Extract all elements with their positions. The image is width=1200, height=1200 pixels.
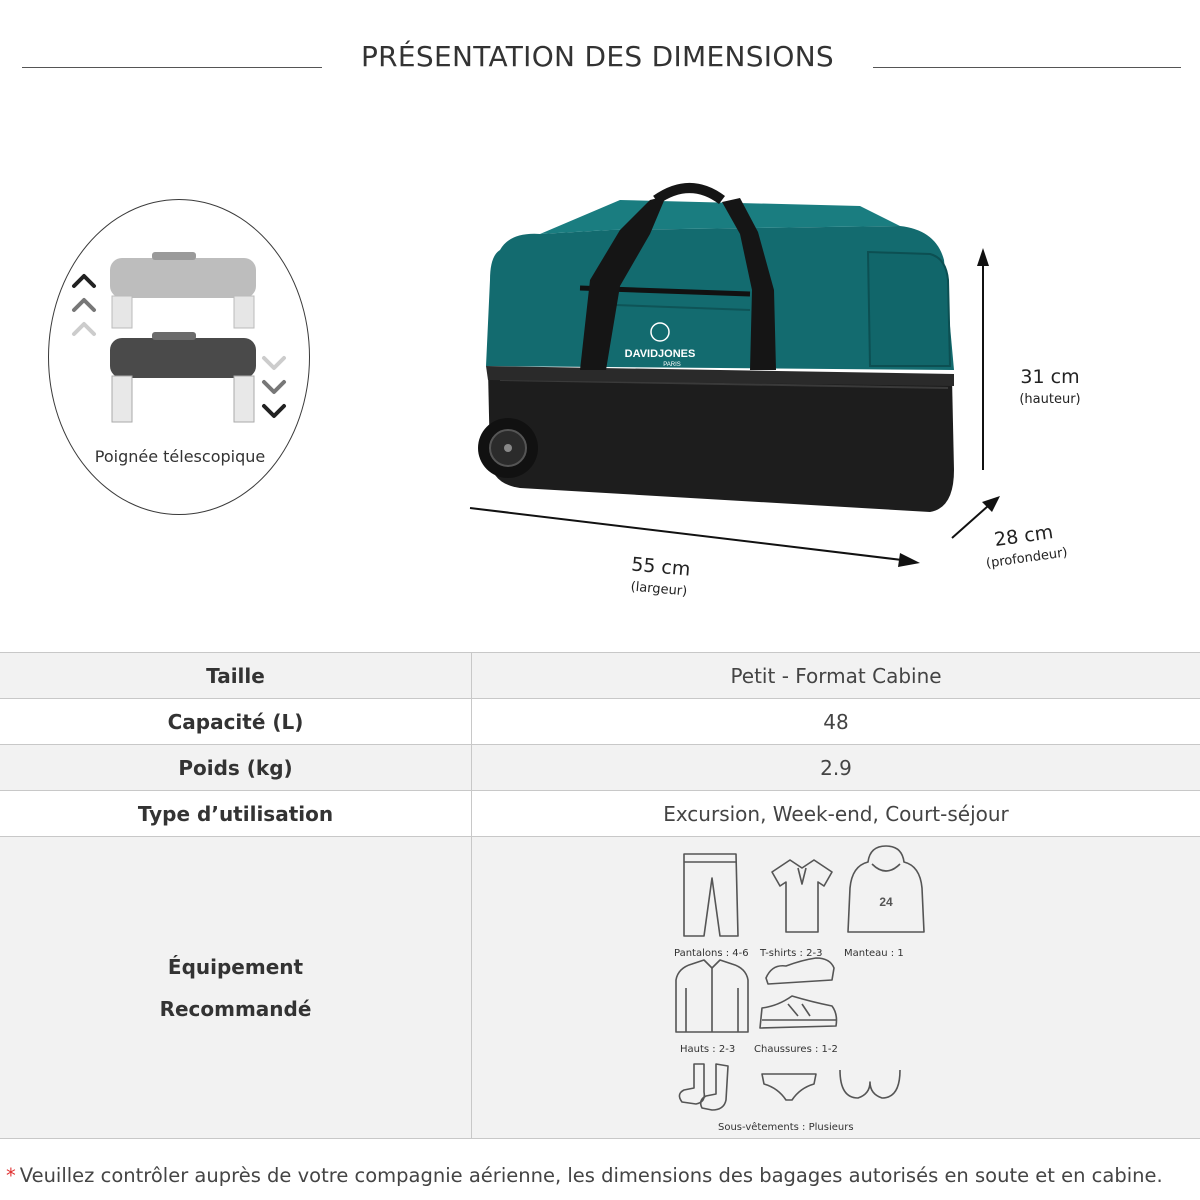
shoes-label: Chaussures : 1-2 [754, 1043, 838, 1055]
equipment-grid [472, 838, 1200, 1138]
spec-key: Taille [0, 653, 472, 699]
spec-row-weight [0, 745, 1200, 791]
dress-shoe-icon [766, 958, 834, 984]
width-value: 55 cm [630, 553, 692, 581]
equipment-key [0, 837, 472, 1139]
svg-text:DAVIDJONES: DAVIDJONES [624, 348, 696, 360]
underwear-label: Sous-vêtements : Plusieurs [718, 1121, 854, 1133]
spec-value: Petit - Format Cabine [472, 653, 1200, 699]
spec-table [0, 652, 1200, 1139]
spec-row-capacity [0, 699, 1200, 745]
spec-key: Type d’utilisation [0, 791, 472, 837]
equipment-key-line2: Recommandé [159, 996, 312, 1021]
width-label: (largeur) [629, 579, 688, 600]
hoodie-icon [848, 846, 924, 932]
spec-key: Poids (kg) [0, 745, 472, 791]
sneaker-icon [760, 996, 837, 1028]
pants-label: Pantalons : 4-6 [674, 947, 749, 959]
equipment-key-line1: Équipement [167, 954, 304, 979]
height-value: 31 cm [1020, 366, 1080, 388]
depth-value: 28 cm [992, 521, 1055, 552]
spec-row-size [0, 653, 1200, 699]
spec-row-usage [0, 791, 1200, 837]
briefs-icon [762, 1074, 816, 1100]
equipment-value [472, 837, 1200, 1139]
height-dimension [1005, 366, 1095, 407]
spec-row-equipment [0, 837, 1200, 1139]
handle-caption: Poignée télescopique [94, 447, 266, 466]
svg-text:24: 24 [879, 894, 893, 909]
tshirts-label: T-shirts : 2-3 [760, 947, 823, 959]
tops-label: Hauts : 2-3 [680, 1043, 736, 1055]
height-label: (hauteur) [1019, 392, 1081, 407]
tshirt-icon [772, 860, 832, 932]
footnote [6, 1164, 1200, 1187]
spec-value: 2.9 [472, 745, 1200, 791]
shirt-icon [676, 960, 748, 1032]
spec-value: Excursion, Week-end, Court-séjour [472, 791, 1200, 837]
width-dimension [608, 552, 711, 602]
svg-text:PARIS: PARIS [663, 362, 681, 368]
bra-icon [840, 1070, 900, 1098]
page-title: PRÉSENTATION DES DIMENSIONS [360, 40, 835, 73]
spec-value: 48 [472, 699, 1200, 745]
pants-icon [684, 854, 738, 936]
depth-label: (profondeur) [985, 545, 1069, 572]
coat-label: Manteau : 1 [844, 947, 904, 959]
socks-icon [679, 1064, 728, 1110]
spec-key: Capacité (L) [0, 699, 472, 745]
footnote-text: Veuillez contrôler auprès de votre compagnie aérienne, les dimensions des bagages autorisés en soute et en cabine. [19, 1164, 1163, 1187]
footnote-star: * [6, 1164, 16, 1187]
